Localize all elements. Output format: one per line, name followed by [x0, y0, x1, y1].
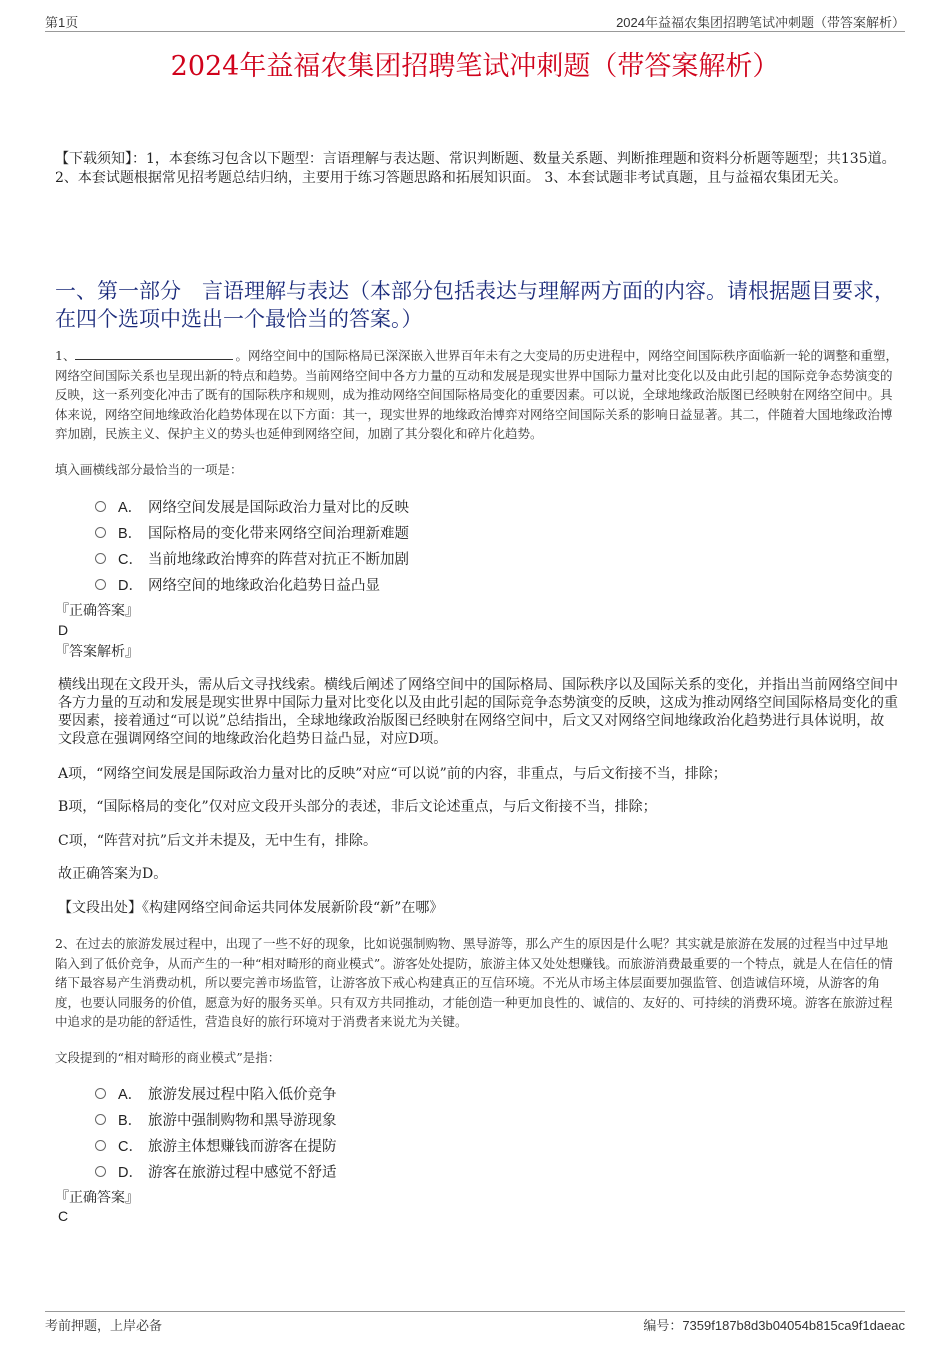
radio-icon[interactable] — [95, 1114, 106, 1125]
answer-label: 『正确答案』 — [55, 603, 139, 619]
option-letter: A． — [118, 1086, 143, 1103]
answer-label: 『正确答案』 — [55, 1190, 139, 1206]
option-c[interactable] — [95, 545, 409, 571]
question-2-prompt: 文段提到的“相对畸形的商业模式”是指： — [55, 1050, 281, 1065]
option-letter: D． — [118, 577, 143, 594]
answer-value: C — [58, 1208, 69, 1224]
question-1-text — [55, 346, 900, 444]
radio-icon[interactable] — [95, 1166, 106, 1177]
option-text: 国际格局的变化带来网络空间治理新难题 — [148, 525, 409, 542]
analysis-paragraph: 横线出现在文段开头，需从后文寻找线索。横线后阐述了网络空间中的国际格局、国际秩序以及国际关系的变化，并指出当前网络空间中各方力量的互动和发展是现实世界中国际力量对比变化以及由此引起的国际竞争态势演变的反映，这成为推动网络空间国际格局变化的重要因素，接着通过“可以说”总结指出，全球地缘政治版图已经映射在网络空间中，后文又对网络空间地缘政治化趋势进行具体说明，故文段意在强调网络空间的地缘政治化趋势日益凸显，对应D项。 — [58, 677, 898, 747]
radio-icon[interactable] — [95, 1140, 106, 1151]
footer-code — [643, 1315, 905, 1334]
option-letter: B． — [118, 1112, 143, 1129]
header-divider — [45, 31, 905, 32]
option-text: 网络空间发展是国际政治力量对比的反映 — [148, 499, 409, 516]
option-c[interactable] — [95, 1132, 337, 1158]
option-d[interactable] — [95, 1158, 337, 1184]
option-letter: B． — [118, 525, 143, 542]
option-text: 网络空间的地缘政治化趋势日益凸显 — [148, 577, 380, 594]
option-b[interactable] — [95, 1106, 337, 1132]
option-text: 游客在旅游过程中感觉不舒适 — [148, 1164, 337, 1181]
option-text: 旅游发展过程中陷入低价竞争 — [148, 1086, 337, 1103]
radio-icon[interactable] — [95, 579, 106, 590]
option-a[interactable] — [95, 1080, 337, 1106]
analysis-option-a: A项，“网络空间发展是国际政治力量对比的反映”对应“可以说”前的内容，非重点，与后文衔接不当，排除； — [58, 766, 727, 782]
option-text: 当前地缘政治博弈的阵营对抗正不断加剧 — [148, 551, 409, 568]
option-text: 旅游中强制购物和黑导游现象 — [148, 1112, 337, 1129]
fill-blank — [75, 347, 233, 360]
radio-icon[interactable] — [95, 527, 106, 538]
question-1-options — [95, 493, 409, 597]
question-2-text: 2、在过去的旅游发展过程中，出现了一些不好的现象，比如说强制购物、黑导游等，那么产生的原因是什么呢？其实就是旅游在发展的过程当中过早地陷入到了低价竞争，从而产生的一种“相对畸形的商业模式”。游客处处提防，旅游主体又处处想赚钱。而旅游消费最重要的一个特点，就是人在信任的情绪下最容易产生消费动机，所以要完善市场监管，让游客放下戒心构建真正的互信环境。不光从市场主体层面要加强监管、创造诚信环境，从游客的角度，也要认同服务的价值，愿意为好的服务买单。只有双方共同推动，才能创造一种更加良性的、诚信的、友好的、可持续的消费环境。游客在旅游过程中追求的是功能的舒适性，营造良好的旅行环境对于消费者来说尤为关键。 — [55, 936, 893, 1029]
footer-code-value: 7359f187b8d3b04054b815ca9f1daeac — [682, 1318, 905, 1333]
analysis-option-c: C项，“阵营对抗”后文并未提及，无中生有，排除。 — [58, 833, 378, 849]
analysis-option-b: B项，“国际格局的变化”仅对应文段开头部分的表述，非后文论述重点，与后文衔接不当，排除； — [58, 799, 657, 815]
answer-value: D — [58, 622, 69, 638]
radio-icon[interactable] — [95, 553, 106, 564]
option-letter: C． — [118, 551, 143, 568]
page-title: 2024年益福农集团招聘笔试冲刺题（带答案解析） — [170, 51, 780, 82]
radio-icon[interactable] — [95, 1088, 106, 1099]
option-a[interactable] — [95, 493, 409, 519]
page-number: 第1页 — [45, 15, 79, 30]
option-text: 旅游主体想赚钱而游客在提防 — [148, 1138, 337, 1155]
footer-code-label: 编号： — [643, 1319, 683, 1334]
radio-icon[interactable] — [95, 501, 106, 512]
option-letter: C． — [118, 1138, 143, 1155]
question-1-body: 。网络空间中的国际格局已深深嵌入世界百年未有之大变局的历史进程中，网络空间国际秩序面临新一轮的调整和重塑，网络空间国际关系也呈现出新的特点和趋势。当前网络空间中各方力量的互动和发展是现实世界中国际力量对比变化以及由此引起的国际竞争态势演变的反映，这一系列变化冲击了既有的国际秩序和规则，成为推动网络空间国际格局变化的重要因素。可以说，全球地缘政治版图已经映射在网络空间中。具体来说，网络空间地缘政治化趋势体现在以下方面：其一，现实世界的地缘政治博弈对网络空间国际关系的影响日益显著。其二，伴随着大国地缘政治博弈加剧，民族主义、保护主义的势头也延伸到网络空间，加剧了其分裂化和碎片化趋势。 — [55, 348, 898, 441]
source-citation: 【文段出处】《构建网络空间命运共同体发展新阶段“新”在哪》 — [58, 900, 444, 916]
question-2-options — [95, 1080, 337, 1184]
download-notice: 【下载须知】：1，本套练习包含以下题型：言语理解与表达题、常识判断题、数量关系题、判断推理题和资料分析题等题型；共135道。 2、本套试题根据常见招考题总结归纳，主要用于练习答题思路和拓展知识面。 3、本套试题非考试真题，且与益福农集团无关。 — [55, 151, 896, 186]
option-b[interactable] — [95, 519, 409, 545]
footer-divider — [45, 1311, 905, 1312]
option-letter: D． — [118, 1164, 143, 1181]
analysis-label: 『答案解析』 — [55, 644, 139, 660]
option-letter: A． — [118, 499, 143, 516]
question-1-prompt: 填入画横线部分最恰当的一项是： — [55, 462, 243, 477]
question-1-number: 1、 — [55, 348, 76, 363]
header-doc-title: 2024年益福农集团招聘笔试冲刺题（带答案解析） — [616, 15, 905, 30]
analysis-conclusion: 故正确答案为D。 — [58, 866, 168, 882]
section-heading: 一、第一部分 言语理解与表达（本部分包括表达与理解两方面的内容。请根据题目要求，在四个选项中选出一个最恰当的答案。） — [55, 279, 895, 331]
footer-slogan: 考前押题，上岸必备 — [45, 1319, 163, 1334]
option-d[interactable] — [95, 571, 409, 597]
